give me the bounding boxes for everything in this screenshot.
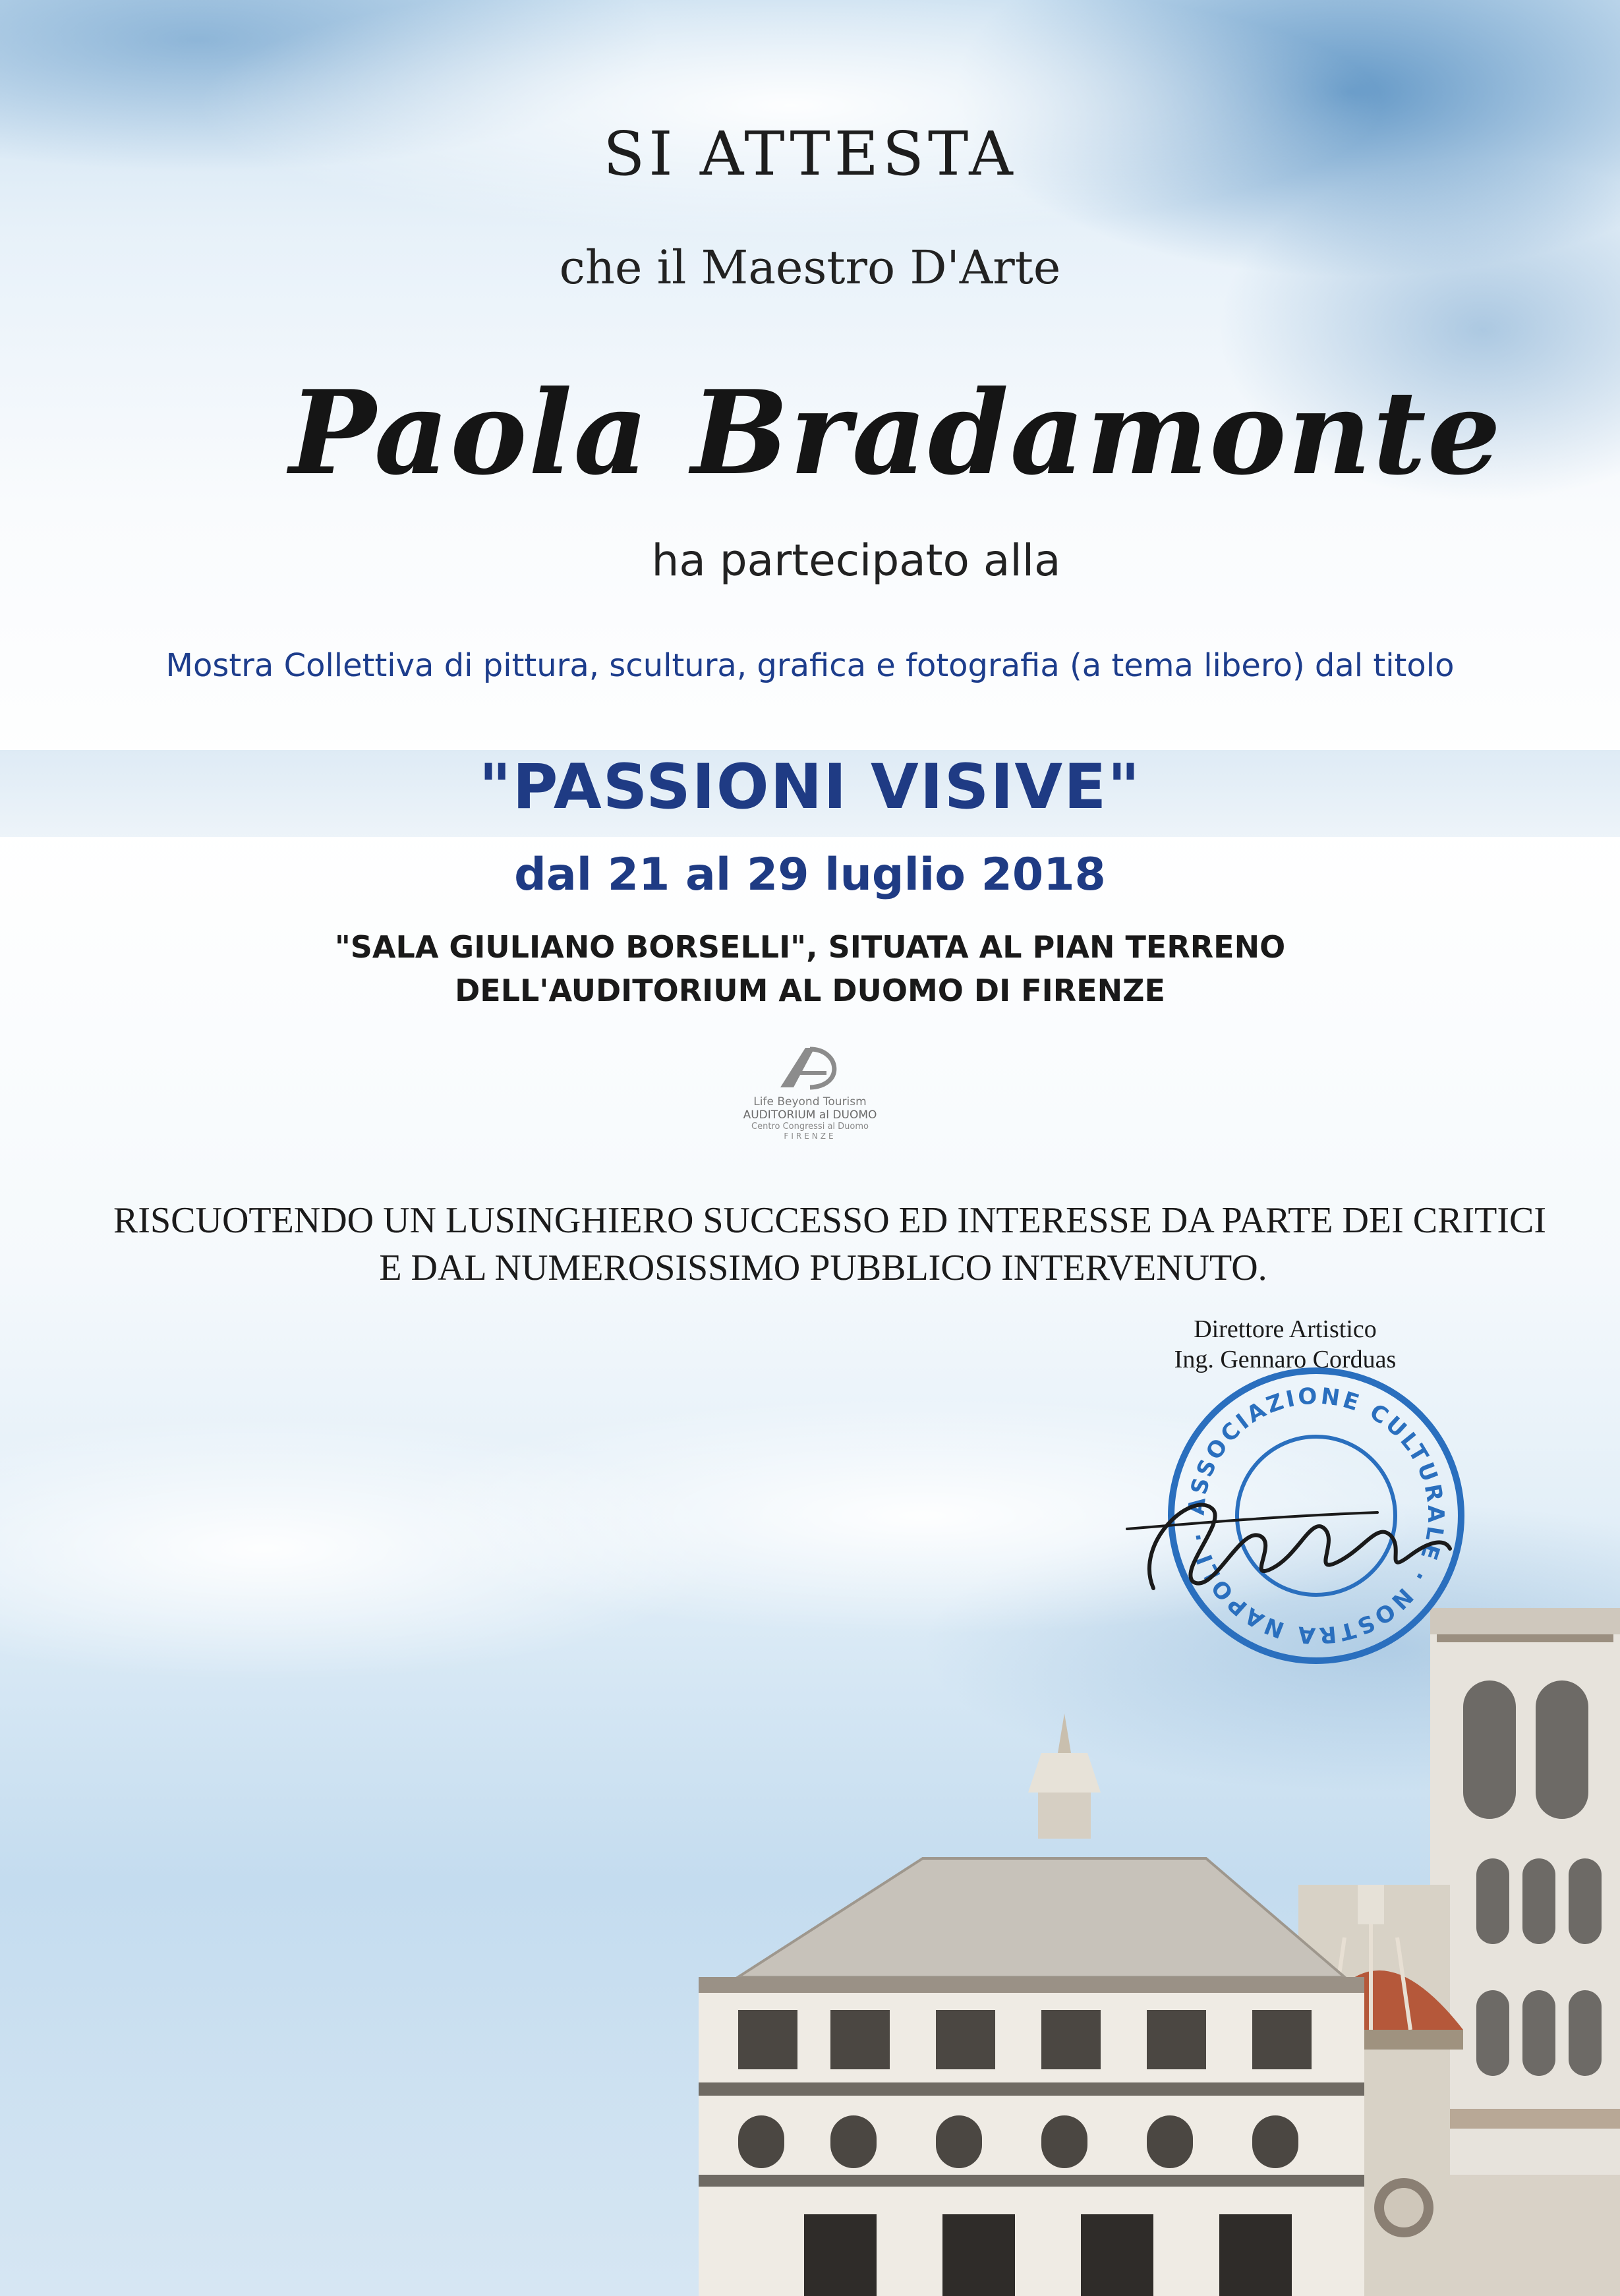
logo-city: FIRENZE xyxy=(784,1132,836,1141)
auditorium-logo xyxy=(711,1041,909,1166)
logo-tagline: Life Beyond Tourism xyxy=(753,1095,867,1108)
campanile xyxy=(1430,1608,1620,2296)
claim-line-2: E DAL NUMEROSISSIMO PUBBLICO INTERVENUTO. xyxy=(379,1248,1267,1288)
baptistery xyxy=(699,1713,1364,2296)
exhibition-dates: dal 21 al 29 luglio 2018 xyxy=(514,849,1106,901)
director-signature xyxy=(1114,1450,1457,1608)
director-name: Ing. Gennaro Corduas xyxy=(1174,1346,1397,1373)
intro-line: che il Maestro D'Arte xyxy=(559,241,1061,295)
director-role: Direttore Artistico xyxy=(1194,1315,1377,1343)
participation-line: ha partecipato alla xyxy=(651,535,1061,586)
claim-line-1: RISCUOTENDO UN LUSINGHIERO SUCCESSO ED INTERESSE DA PARTE DEI CRITICI xyxy=(113,1200,1546,1241)
exhibition-description: Mostra Collettiva di pittura, scultura, grafica e fotografia (a tema libero) dal titolo xyxy=(165,647,1455,684)
ad-monogram-icon xyxy=(774,1041,846,1094)
artist-name: Paola Bradamonte xyxy=(289,366,1503,501)
logo-name: AUDITORIUM al DUOMO xyxy=(743,1108,877,1122)
venue-line-1: "SALA GIULIANO BORSELLI", SITUATA AL PIAN TERRENO xyxy=(334,929,1286,965)
logo-subtitle: Centro Congressi al Duomo xyxy=(751,1122,869,1132)
venue-line-2: DELL'AUDITORIUM AL DUOMO DI FIRENZE xyxy=(455,973,1165,1008)
exhibition-title: "PASSIONI VISIVE" xyxy=(478,751,1142,823)
certificate-heading: SI ATTESTA xyxy=(603,119,1017,189)
stamp-text: ASSOCIAZIONE CULTURALE · NOSTRA NAPOLI · xyxy=(1183,1383,1449,1649)
